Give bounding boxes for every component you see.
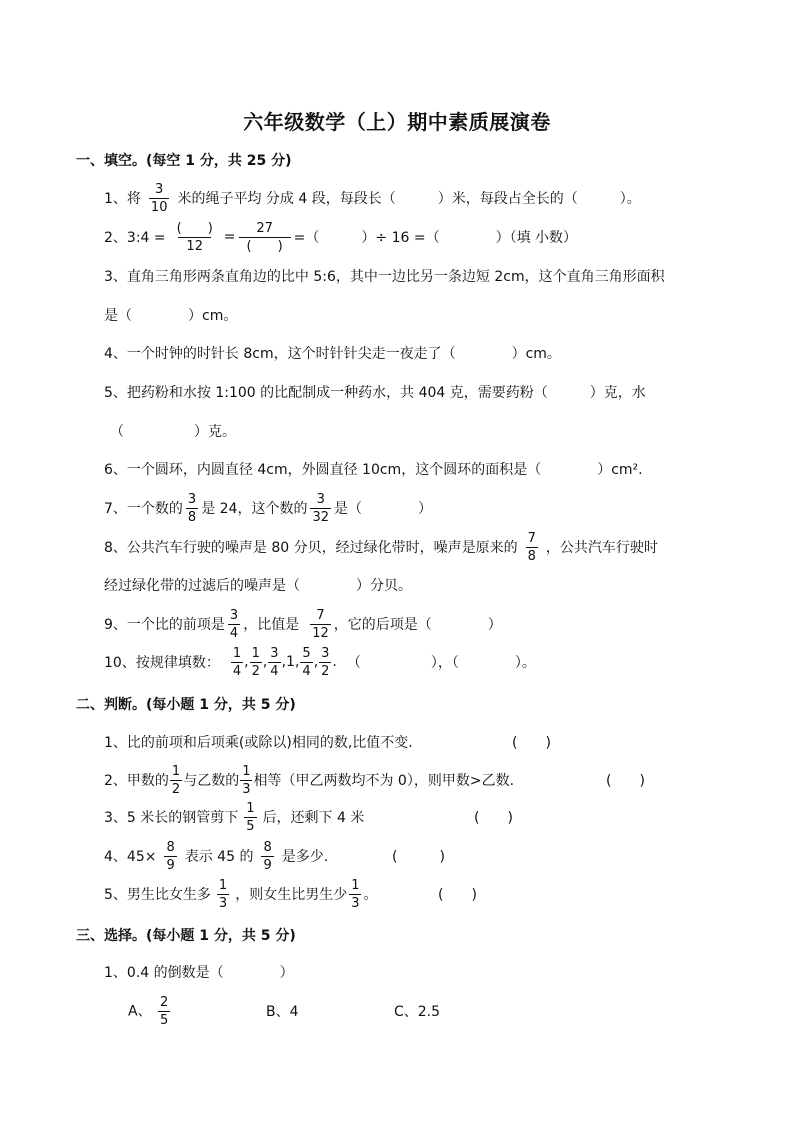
question-4: 4、一个时钟的时针长 8cm，这个时针针尖走一夜走了（ ）cm。: [104, 346, 561, 362]
judge-4: 4、45× $\frac{8}{9}$ 表示 45 的 $\frac{8}{9}$ 是多少. ( ): [104, 839, 445, 873]
question-10: 10、按规律填数： $\frac{1}{4}$ , $\frac{1}{2}$ , $\frac{3}{4}$ , 1 , $\frac{5}{4}$ , $\frac{3}{2}$ . （ ），（ ）。: [104, 645, 536, 679]
question-9: 9、一个比的前项是 $\frac{3}{4}$ ，比值是 $\frac{7}{12}$ ，它的后项是（ ）: [104, 607, 502, 641]
fraction: $\frac{1}{3}$: [242, 763, 251, 797]
section-heading-judge: 二、判断。(每小题 1 分，共 5 分): [76, 697, 296, 713]
judge-2: 2、甲数的 $\frac{1}{2}$ 与乙数的 $\frac{1}{3}$ 相等（甲乙两数均不为 0），则甲数>乙数. ( ): [104, 763, 645, 797]
page-title: 六年级数学（上）期中素质展演卷: [243, 110, 551, 134]
fraction: $\frac{1}{3}$: [351, 877, 360, 911]
option-c: C、2.5: [394, 1004, 441, 1020]
question-3-line-1: 3、直角三角形两条直角边的比中 5:6，其中一边比另一条边短 2cm，这个直角三角形面积: [104, 269, 665, 285]
fraction: $\frac{1}{5}$: [246, 800, 255, 834]
choice-1: 1、0.4 的倒数是（ ）: [104, 965, 294, 981]
fraction: $\frac{1}{2}$: [171, 763, 181, 797]
fraction: $\frac{27}{( )}$: [239, 222, 291, 253]
question-2: 2、3:4 = $\frac{( )}{12}$ = $\frac{27}{( )}$ =（ ）÷ 16 =（ ）（填 小数）: [104, 220, 578, 254]
section-heading-fill-blank: 一、填空。(每空 1 分，共 25 分): [76, 153, 292, 169]
question-3-line-2: 是（ ）cm。: [104, 308, 238, 324]
option-a: A、 $\frac{2}{5}$: [128, 994, 169, 1028]
choice-1-options: [128, 991, 441, 1031]
fraction: $\frac{3}{4}$: [229, 607, 239, 641]
question-7: 7、一个数的 $\frac{3}{8}$ 是 24，这个数的 $\frac{3}{32}$ 是（ ）: [104, 491, 433, 525]
judge-5: 5、男生比女生多 $\frac{1}{3}$ ，则女生比男生少 $\frac{1}{3}$ 。 ( ): [104, 877, 477, 911]
fraction: $\frac{8}{9}$: [166, 839, 175, 873]
fraction: $\frac{7}{12}$: [312, 607, 329, 641]
judge-1: 1、比的前项和后项乘(或除以)相同的数,比值不变. ( ): [104, 735, 551, 751]
judge-3: 3、5 米长的钢管剪下 $\frac{1}{5}$ 后，还剩下 4 米 ( ): [104, 800, 513, 834]
question-8-line-2: 经过绿化带的过滤后的噪声是（ ）分贝。: [104, 578, 412, 594]
fraction: $\frac{8}{9}$: [263, 839, 272, 873]
fraction: $\frac{3}{10}$: [150, 181, 168, 215]
sequence-fraction: $\frac{5}{4}$: [302, 645, 311, 679]
fraction: $\frac{1}{3}$: [218, 877, 228, 911]
fraction: $\frac{2}{5}$: [160, 994, 169, 1028]
option-b: B、4: [266, 1004, 299, 1020]
question-1: [104, 178, 641, 218]
fraction: $\frac{3}{8}$: [187, 491, 197, 525]
fraction: $\frac{3}{32}$: [312, 491, 330, 525]
fraction: $\frac{( )}{12}$: [176, 220, 213, 254]
question-number: 1、将: [104, 191, 141, 207]
question-8-line-1: 8、公共汽车行驶的噪声是 80 分贝，经过绿化带时，噪声是原来的 $\frac{7}{8}$ ，公共汽车行驶时: [104, 530, 658, 564]
section-heading-choice: 三、选择。(每小题 1 分，共 5 分): [76, 928, 296, 944]
sequence-fraction: $\frac{1}{4}$: [232, 645, 242, 679]
sequence-fraction: $\frac{1}{2}$: [251, 645, 260, 679]
sequence-fraction: $\frac{3}{2}$: [321, 645, 330, 679]
sequence-fraction: $\frac{3}{4}$: [270, 645, 279, 679]
question-6: 6、一个圆环，内圆直径 4cm，外圆直径 10cm，这个圆环的面积是（ ）cm².: [104, 462, 643, 478]
question-5-line-1: 5、把药粉和水按 1:100 的比配制成一种药水，共 404 克，需要药粉（ ）克，水: [104, 385, 646, 401]
question-text: 米的绳子平均 分成 4 段，每段长（ ）米，每段占全长的（ ）。: [177, 191, 641, 207]
fraction: $\frac{7}{8}$: [527, 530, 536, 564]
question-5-line-2: （ ）克。: [110, 424, 236, 440]
